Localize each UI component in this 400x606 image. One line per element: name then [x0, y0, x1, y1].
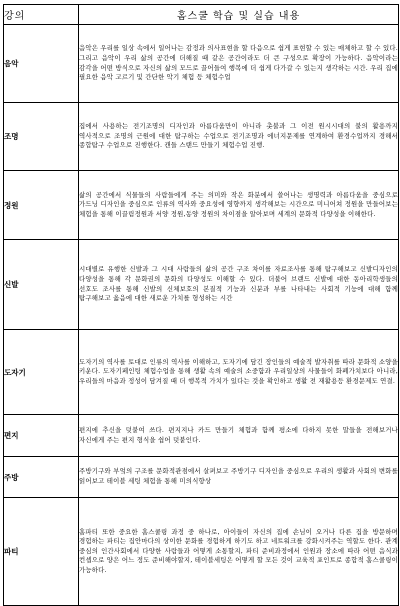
table-row: [4, 330, 399, 415]
table-row: [4, 171, 399, 240]
table-row: [4, 415, 399, 457]
content-cell-party: 홈파티 또한 중요한 홈스쿨링 과정 중 하나로, 아이들이 자신의 집에 손님이 오거나 다른 집을 방문하며 경험하는 파티는 집안마다의 상이한 문화를 경험하게 하기도 하고 네트워크를 강화시켜주는 역할도 한다. 관계 중심의 인간사회에서 다양한 사람들과 어떻게 소통할지, 파티 준비과정에서 인원과 장소에 따라 어떤 음식과 컨셉으로 양은 어느 정도 준비해야할지, 테이블세팅은 어떻게 할 모든 것이 교육적 포인트로 종합적 홈스쿨링이 가능하다.: [79, 498, 399, 606]
topic-cell-garden: 정원: [4, 171, 79, 240]
header-row: [4, 5, 399, 25]
content-cell-garden: 삶의 공간에서 식물들의 사람들에게 주는 의미와 작은 화분에서 쓸어나는 생명력과 아름다움을 중심으로 가드닝 디자인을 중심으로 인류의 역사와 중요성에 영향까지 생각해보는 시간으로 미니어쳐 정원을 만들어보는 체험을 통해 이끌림정원과 서양 정원,동양 정원의 차이점을 알아보며 세계의 문화적 다양성을 이해한다.: [79, 171, 399, 240]
topic-cell-kitchen: 주방: [4, 457, 79, 498]
content-cell-kitchen: 주방기구와 부엌의 구조를 문화적관점에서 살펴보고 주방기구 디자인을 중심으로 우리의 생활과 사회의 변화를 읽어보고 테이블 세팅 체험을 통해 미의식향상: [79, 457, 399, 498]
table-row: [4, 457, 399, 498]
topic-cell-lighting: 조명: [4, 103, 79, 171]
content-cell-music: 음악은 우리를 일상 속에서 일어나는 감정과 의사표현을 할 다음으로 쉽게 표현할 수 있는 매체하고 할 수 있다. 그리고 음악이 우리 삶의 공간에 더해질 때 같은 공간이라도 더 큰 구성으로 확장이 가능하다. 음악이라는 감각을 어떤 방식으로 자신의 삶의 모드로 끌어들여 행복에 더 쉽게 다가갈 수 있는지 생각하는 시간. 우리 집에 필요한 음악 고르기 및 간단한 악기 체험 등 체험수업: [79, 25, 399, 103]
table-row: [4, 103, 399, 171]
curriculum-table: [3, 4, 399, 606]
content-cell-lighting: 집에서 사용하는 전기조명의 디자인과 아름다움만이 아니라 촛불과 그 이전 원시시대의 불의 활용까지 역사적으로 조명의 근원에 대한 탐구하는 수업으로 전기조명과 에너지문제를 연계하여 환경수업까지 경해서 종합탐구 수업으로 진행한다. 캔들 스탠드 만들기 체험수업 진행.: [79, 103, 399, 171]
topic-cell-shoes: 신발: [4, 240, 79, 330]
header-content: 홈스쿨 학습 및 실습 내용: [79, 5, 399, 25]
topic-cell-music: 음악: [4, 25, 79, 103]
header-topic: 강의: [4, 5, 79, 25]
content-cell-pottery: 도자기의 역사를 토대로 인류의 역사를 이해하고, 도자기에 담긴 장인들의 예술적 발자취를 따라 문화적 소양을 키운다. 도자기페인팅 체험수업을 통해 생활 속의 예술의 소중함과 우리일상의 사물들이 화폐가치보다 아니라, 우리들의 마음과 정성이 담겨질 때 더 행복적 가치가 있다는 것을 확인하고 생활 전 재활용등 환경문제도 연결.: [79, 330, 399, 415]
content-cell-letter: 편지에 추신을 덧붙여 쓰다. 편지지나 카드 만들기 체험과 함께 평소에 다하지 못한 말들을 전해보거나 자신에게 주는 편지 형식을 쉽어 덧붙인다.: [79, 415, 399, 457]
table-row: [4, 240, 399, 330]
topic-cell-letter: 편지: [4, 415, 79, 457]
topic-cell-party: 파티: [4, 498, 79, 606]
content-cell-shoes: 시대별로 유행한 신발과 그 시대 사람들의 삶의 공간 구조 차이를 자료조사를 통해 탐구해보고 신발디자인의 다양성을 통해 각 문화권의 문화의 다양성도 이해할 수 있다. 더불어 브랜드 신발에 대한 동아리학생들의 선호도 조사를 통해 신발의 신체보호의 본질적 기능과 신분과 부를 나타내는 사회적 기능에 대해 함께 탐구해보고 옳음에 대한 새로운 가치를 형성하는 시간: [79, 240, 399, 330]
topic-cell-pottery: 도자기: [4, 330, 79, 415]
table-row: [4, 498, 399, 606]
table-row: [4, 25, 399, 103]
